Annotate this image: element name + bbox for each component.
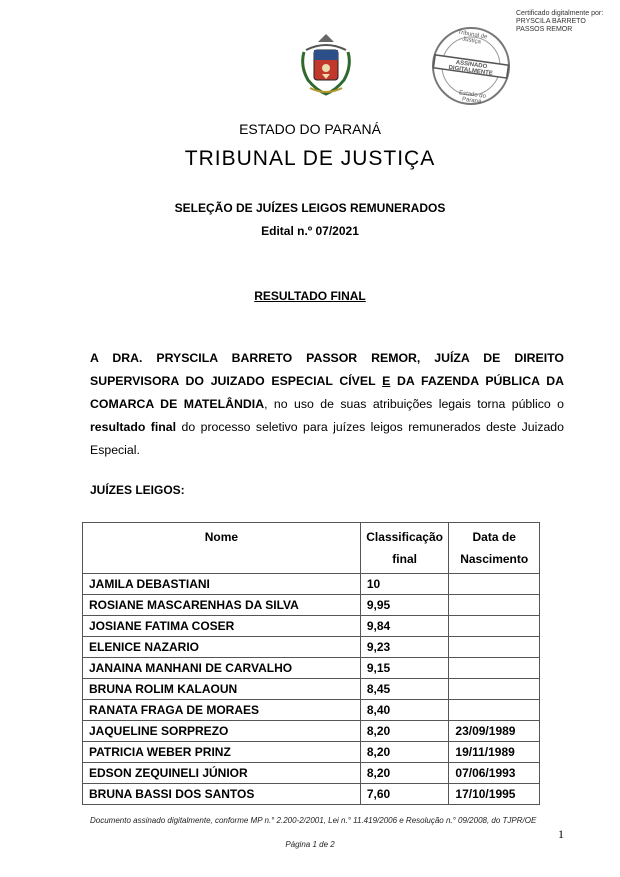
page-number: 1 xyxy=(558,827,564,841)
candidate-score: 9,23 xyxy=(360,637,449,658)
candidate-score: 9,84 xyxy=(360,616,449,637)
header-label: Classificação xyxy=(366,530,443,544)
candidate-name: ROSIANE MASCARENHAS DA SILVA xyxy=(83,595,361,616)
paragraph-text: , no uso de suas atribuições legais torna público o xyxy=(264,397,564,411)
stamp-top-text: Tribunal de Justiça xyxy=(457,29,488,46)
candidate-birth-date: 17/10/1995 xyxy=(449,784,540,805)
signature-stamp-text xyxy=(426,24,516,108)
name-column-header xyxy=(83,523,361,574)
table-row xyxy=(83,595,540,616)
birth-date-column-header xyxy=(449,523,540,574)
candidate-birth-date xyxy=(449,658,540,679)
candidate-birth-date xyxy=(449,574,540,595)
candidate-score: 9,15 xyxy=(360,658,449,679)
candidate-name: JAQUELINE SORPREZO xyxy=(83,721,361,742)
candidate-score: 8,20 xyxy=(360,721,449,742)
page-indicator: Página 1 de 2 xyxy=(285,840,335,849)
candidate-name: BRUNA BASSI DOS SANTOS xyxy=(83,784,361,805)
candidate-name: ELENICE NAZARIO xyxy=(83,637,361,658)
certificate-line: Certificado digitalmente por: xyxy=(516,10,604,17)
announcement-paragraph xyxy=(90,347,564,462)
table-row xyxy=(83,574,540,595)
candidate-score: 9,95 xyxy=(360,595,449,616)
paragraph-text: do processo seletivo para juízes leigos remunerados deste Juizado Especial. xyxy=(90,420,564,457)
candidate-name: RANATA FRAGA DE MORAES xyxy=(83,700,361,721)
result-term: resultado final xyxy=(90,420,177,434)
stamp-bottom-text: Estado do Paraná xyxy=(458,90,487,106)
candidate-name: BRUNA ROLIM KALAOUN xyxy=(83,679,361,700)
table-row xyxy=(83,721,540,742)
candidate-birth-date xyxy=(449,637,540,658)
table-row xyxy=(83,763,540,784)
candidate-name: JOSIANE FATIMA COSER xyxy=(83,616,361,637)
candidate-birth-date xyxy=(449,700,540,721)
table-row xyxy=(83,637,540,658)
candidate-score: 10 xyxy=(360,574,449,595)
table-row xyxy=(83,679,540,700)
candidate-score: 7,60 xyxy=(360,784,449,805)
result-title: RESULTADO FINAL xyxy=(254,289,366,303)
edital-number: Edital n.º 07/2021 xyxy=(261,224,359,238)
results-table xyxy=(82,522,540,805)
classification-column-header xyxy=(360,523,449,574)
candidate-score: 8,20 xyxy=(360,742,449,763)
candidate-birth-date xyxy=(449,679,540,700)
state-heading: ESTADO DO PARANÁ xyxy=(239,121,381,137)
certificate-line: PASSOS REMOR xyxy=(516,26,573,33)
candidate-birth-date: 23/09/1989 xyxy=(449,721,540,742)
underlined-conjunction: E xyxy=(382,374,391,388)
judge-intro: A DRA. PRYSCILA BARRETO PASSOR REMOR, JUÍZA DE DIREITO SUPERVISORA DO JUIZADO ESPECIAL CÍVEL xyxy=(90,351,564,388)
candidate-birth-date xyxy=(449,616,540,637)
table-row xyxy=(83,784,540,805)
table-row xyxy=(83,700,540,721)
header-label: Data de xyxy=(472,530,516,544)
section-title: JUÍZES LEIGOS: xyxy=(90,483,185,497)
candidate-score: 8,40 xyxy=(360,700,449,721)
candidate-birth-date xyxy=(449,595,540,616)
header-label: final xyxy=(392,552,417,566)
candidate-name: EDSON ZEQUINELI JÚNIOR xyxy=(83,763,361,784)
digital-certificate-note xyxy=(516,10,603,34)
candidate-name: PATRICIA WEBER PRINZ xyxy=(83,742,361,763)
table-row xyxy=(83,742,540,763)
header-label: Nome xyxy=(204,530,239,544)
candidate-name: JAMILA DEBASTIANI xyxy=(83,574,361,595)
candidate-score: 8,45 xyxy=(360,679,449,700)
table-header-row xyxy=(83,523,540,574)
header-label: Nascimento xyxy=(460,552,529,566)
certificate-line: PRYSCILA BARRETO xyxy=(516,18,586,25)
candidate-birth-date: 07/06/1993 xyxy=(449,763,540,784)
candidate-birth-date: 19/11/1989 xyxy=(449,742,540,763)
parana-coat-of-arms-icon xyxy=(296,32,356,98)
court-name: DA FAZENDA PÚBLICA DA COMARCA DE MATELÂNDIA xyxy=(90,374,564,411)
court-heading: TRIBUNAL DE JUSTIÇA xyxy=(184,147,436,170)
digital-signature-footnote: Documento assinado digitalmente, conforme MP n.° 2.200-2/2001, Lei n.° 11.419/2006 e Resolução n.° 09/2008, do TJPR/OE xyxy=(90,816,537,825)
selection-title: SELEÇÃO DE JUÍZES LEIGOS REMUNERADOS xyxy=(174,201,446,215)
candidate-name: JANAINA MANHANI DE CARVALHO xyxy=(83,658,361,679)
candidate-score: 8,20 xyxy=(360,763,449,784)
table-row xyxy=(83,658,540,679)
table-row xyxy=(83,616,540,637)
stamp-center-text: ASSINADO DIGITALMENTE xyxy=(448,59,494,78)
